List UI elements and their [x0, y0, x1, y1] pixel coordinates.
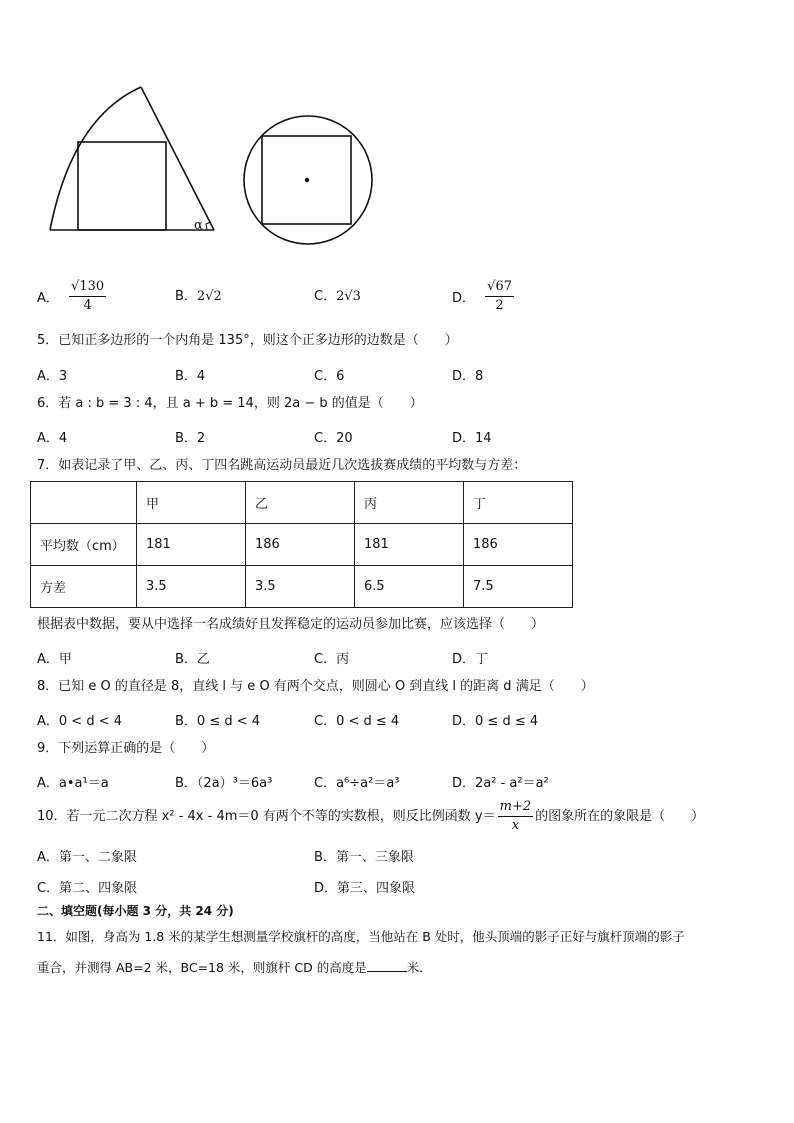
table-cell: 3.5 [137, 566, 246, 608]
table-cell: 3.5 [246, 566, 355, 608]
q7-score-table [30, 481, 573, 608]
q4-a-numerator: √130 [69, 278, 106, 297]
q9-option-c: C．a⁶÷a²＝a³ [314, 776, 400, 791]
table-cell: 181 [137, 524, 246, 566]
q5-option-a: A．3 [37, 369, 68, 384]
table-header-row [31, 482, 573, 524]
q11-line-2-post: 米． [406, 960, 432, 975]
q10-fraction-denominator: x [511, 818, 520, 833]
table-cell: 平均数（cm） [31, 524, 137, 566]
q5-option-c: C．6 [314, 369, 345, 384]
q4-d-numerator: √67 [485, 278, 514, 297]
q7-option-c: C．丙 [314, 652, 350, 667]
q10-option-b: B．第一、三象限 [314, 850, 414, 865]
q4-option-a-label: A． [37, 291, 59, 306]
q10-stem [37, 798, 704, 836]
section-2-title: 二、填空题(每小题 3 分，共 24 分) [37, 904, 234, 918]
q10-fraction [498, 798, 534, 835]
q4-option-b [175, 285, 222, 304]
q4-option-d [452, 278, 514, 315]
q9-option-b: B．（2a）³＝6a³ [175, 776, 273, 791]
q4-option-d-fraction [485, 278, 514, 315]
geometry-figures [0, 0, 794, 250]
q7-follow-text: 根据表中数据，要从中选择一名成绩好且发挥稳定的运动员参加比赛，应该选择（ ） [37, 617, 545, 632]
q5-stem: 5．已知正多边形的一个内角是 135°，则这个正多边形的边数是（ ） [37, 333, 458, 348]
q10-stem-pre: 10．若一元二次方程 x² - 4x - 4m＝0 有两个不等的实数根，则反比例函数 y＝ [37, 809, 496, 824]
q7-option-d: D．丁 [452, 652, 489, 667]
q4-option-d-label: D． [452, 291, 476, 306]
q6-option-a: A．4 [37, 431, 68, 446]
table-cell: 丁 [464, 482, 573, 524]
q8-option-b: B．0 ≤ d < 4 [175, 714, 261, 729]
q6-option-d: D．14 [452, 431, 492, 446]
table-cell: 7.5 [464, 566, 573, 608]
table-cell: 方差 [31, 566, 137, 608]
table-cell: 乙 [246, 482, 355, 524]
q4-option-b-value: 2√2 [196, 289, 222, 304]
sector-inner-square [78, 142, 166, 230]
q10-stem-post: 的图象所在的象限是（ ） [535, 809, 705, 824]
table-cell: 186 [246, 524, 355, 566]
sector-arc [50, 87, 141, 230]
answer-blank[interactable] [367, 957, 407, 972]
q4-option-a [37, 278, 106, 315]
q6-stem: 6．若 a : b = 3 : 4，且 a + b = 14，则 2a − b 的值是（ ） [37, 396, 423, 411]
q6-option-b: B．2 [175, 431, 206, 446]
table-cell: 6.5 [355, 566, 464, 608]
q5-option-d: D．8 [452, 369, 484, 384]
center-dot [305, 178, 309, 182]
table-cell [31, 482, 137, 524]
q4-d-denominator: 2 [495, 298, 504, 313]
table-cell: 丙 [355, 482, 464, 524]
q7-option-b: B．乙 [175, 652, 210, 667]
table-row [31, 524, 573, 566]
q4-option-c-label: C． [314, 289, 337, 304]
q4-option-b-label: B． [175, 289, 197, 304]
q10-option-c: C．第二、四象限 [37, 881, 138, 896]
q6-option-c: C．20 [314, 431, 353, 446]
q10-option-a: A．第一、二象限 [37, 850, 137, 865]
angle-label: α [194, 218, 203, 233]
table-cell: 181 [355, 524, 464, 566]
q7-stem: 7．如表记录了甲、乙、丙、丁四名跳高运动员最近几次选拔赛成绩的平均数与方差： [37, 458, 527, 473]
table-cell: 186 [464, 524, 573, 566]
q9-option-a: A．a•a¹＝a [37, 776, 109, 791]
q5-option-b: B．4 [175, 369, 206, 384]
q10-option-d: D．第三、四象限 [314, 881, 416, 896]
q9-stem: 9．下列运算正确的是（ ） [37, 741, 215, 756]
q11-line-2-pre: 重合，并测得 AB=2 米，BC=18 米，则旗杆 CD 的高度是 [37, 960, 367, 975]
q4-option-c-value: 2√3 [336, 289, 361, 304]
q10-fraction-numerator: m+2 [498, 798, 534, 817]
q11-line-2 [37, 957, 432, 979]
q11-line-1: 11．如图，身高为 1.8 米的某学生想测量学校旗杆的高度，当他站在 B 处时，他头顶端的影子正好与旗杆顶端的影子 [37, 929, 685, 944]
q4-option-c [314, 285, 361, 304]
q8-option-c: C．0 < d ≤ 4 [314, 714, 400, 729]
q8-option-d: D．0 ≤ d ≤ 4 [452, 714, 539, 729]
table-cell: 甲 [137, 482, 246, 524]
sector-radius-slant [141, 87, 214, 230]
q8-option-a: A．0 < d < 4 [37, 714, 123, 729]
q7-option-a: A．甲 [37, 652, 72, 667]
q4-option-a-fraction [69, 278, 106, 315]
q9-option-d: D．2a² - a²＝a² [452, 776, 549, 791]
sector-figure [50, 87, 214, 230]
q4-a-denominator: 4 [83, 298, 92, 313]
table-row [31, 566, 573, 608]
q8-stem: 8．已知 e O 的直径是 8，直线 l 与 e O 有两个交点，则圆心 O 到直线 l 的距离 d 满足（ ） [37, 679, 594, 694]
